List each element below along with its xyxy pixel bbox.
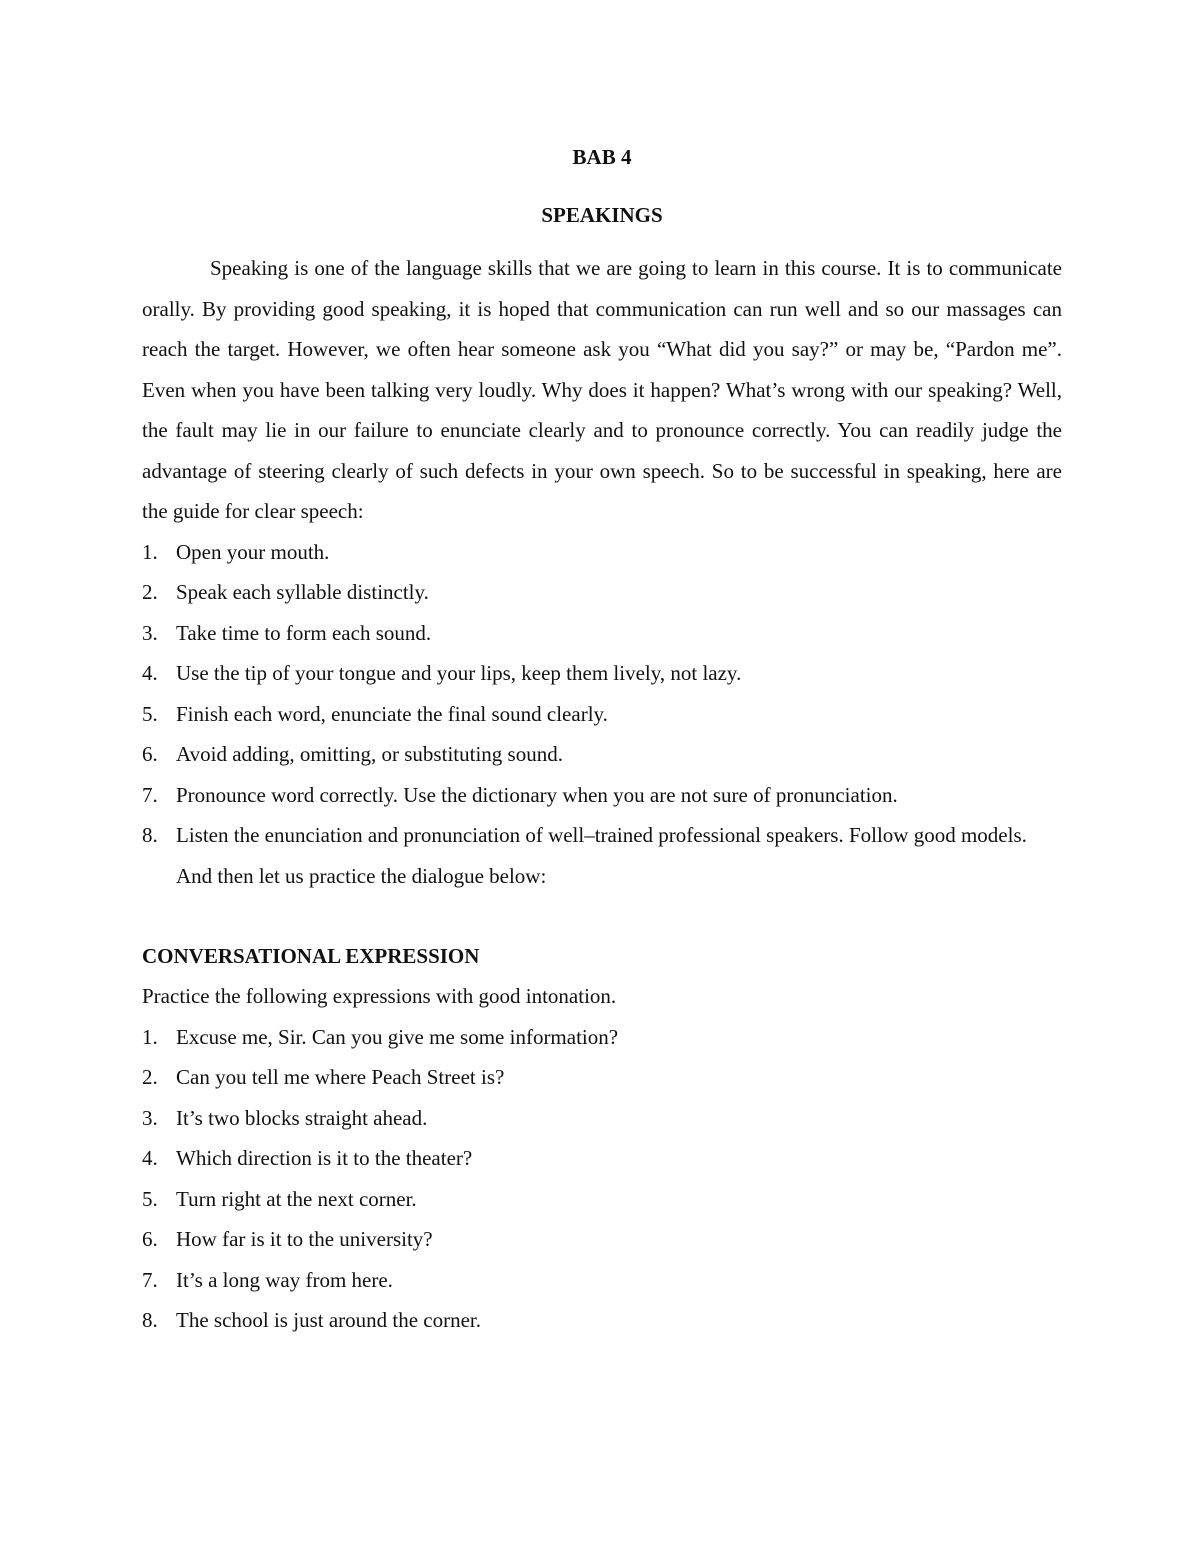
list-item-text: Open your mouth. <box>176 539 330 564</box>
list-item-text: Pronounce word correctly. Use the dictionary when you are not sure of pronunciation. <box>176 782 898 807</box>
intro-paragraph: Speaking is one of the language skills that we are going to learn in this course. It is to communicate orally. By providing good speaking, it is hoped that communication can run well and so our massages can reach the target. However, we often hear someone ask you “What did you say?” or may be, “Pardon me”. Even when you have been talking very loudly. Why does it happen? What’s wrong with our speaking? Well, the fault may lie in our failure to enunciate clearly and to pronounce correctly. You can readily judge the advantage of steering clearly of such defects in your own speech. So to be successful in speaking, here are the guide for clear speech: <box>142 256 1062 523</box>
expression-list-item <box>142 1179 1062 1220</box>
expression-list-item <box>142 1017 1062 1058</box>
list-item-text: Finish each word, enunciate the final sound clearly. <box>176 701 608 726</box>
list-item-text: Listen the enunciation and pronunciation of well–trained professional speakers. Follow good models. And then let us practice the dialogue below: <box>176 823 1027 888</box>
page-content <box>142 140 1062 1341</box>
list-item-number: 8. <box>142 1308 158 1332</box>
expression-list-item <box>142 1098 1062 1139</box>
guide-list-item <box>142 815 1062 896</box>
list-item-text: Take time to form each sound. <box>176 620 432 645</box>
guide-list-item <box>142 532 1062 573</box>
guide-list-item <box>142 613 1062 654</box>
guide-list-item <box>142 653 1062 694</box>
list-item-text: It’s a long way from here. <box>176 1267 393 1292</box>
list-item-number: 1. <box>142 1024 158 1049</box>
list-item-number: 5. <box>142 701 158 726</box>
list-item-number: 4. <box>142 661 158 685</box>
list-item-number: 3. <box>142 1105 158 1130</box>
guide-list-item <box>142 572 1062 613</box>
list-item-number: 7. <box>142 1267 158 1292</box>
guide-list-item <box>142 694 1062 735</box>
list-item-text: The school is just around the corner. <box>176 1308 482 1332</box>
section-heading: CONVERSATIONAL EXPRESSION <box>142 944 480 968</box>
list-item-text: Excuse me, Sir. Can you give me some information? <box>176 1024 619 1049</box>
list-item-text: How far is it to the university? <box>176 1227 433 1251</box>
list-item-text: Can you tell me where Peach Street is? <box>176 1065 505 1089</box>
list-item-number: 5. <box>142 1186 158 1211</box>
expression-list-item <box>142 1138 1062 1179</box>
expression-list-item <box>142 1219 1062 1260</box>
section-instruction: Practice the following expressions with good intonation. <box>142 984 617 1008</box>
list-item-number: 1. <box>142 539 158 564</box>
list-item-text: Turn right at the next corner. <box>176 1186 417 1211</box>
list-item-number: 4. <box>142 1146 158 1170</box>
list-item-number: 3. <box>142 620 158 645</box>
list-item-number: 8. <box>142 823 158 847</box>
list-item-text: Avoid adding, omitting, or substituting sound. <box>176 742 563 766</box>
list-item-number: 2. <box>142 580 158 604</box>
expression-list-item <box>142 1300 1062 1341</box>
guide-list-item <box>142 775 1062 816</box>
list-item-number: 6. <box>142 1227 158 1251</box>
expression-list-item <box>142 1260 1062 1301</box>
chapter-title: SPEAKINGS <box>541 203 663 227</box>
list-item-number: 2. <box>142 1065 158 1089</box>
list-item-text: Speak each syllable distinctly. <box>176 580 429 604</box>
guide-list <box>142 532 1062 897</box>
list-item-text: Which direction is it to the theater? <box>176 1146 473 1170</box>
list-item-number: 7. <box>142 782 158 807</box>
list-item-text: Use the tip of your tongue and your lips, keep them lively, not lazy. <box>176 661 742 685</box>
list-item-text: It’s two blocks straight ahead. <box>176 1105 428 1130</box>
guide-list-item <box>142 734 1062 775</box>
chapter-heading: BAB 4 <box>572 145 632 169</box>
expression-list-item <box>142 1057 1062 1098</box>
expression-list <box>142 1017 1062 1341</box>
list-item-number: 6. <box>142 742 158 766</box>
